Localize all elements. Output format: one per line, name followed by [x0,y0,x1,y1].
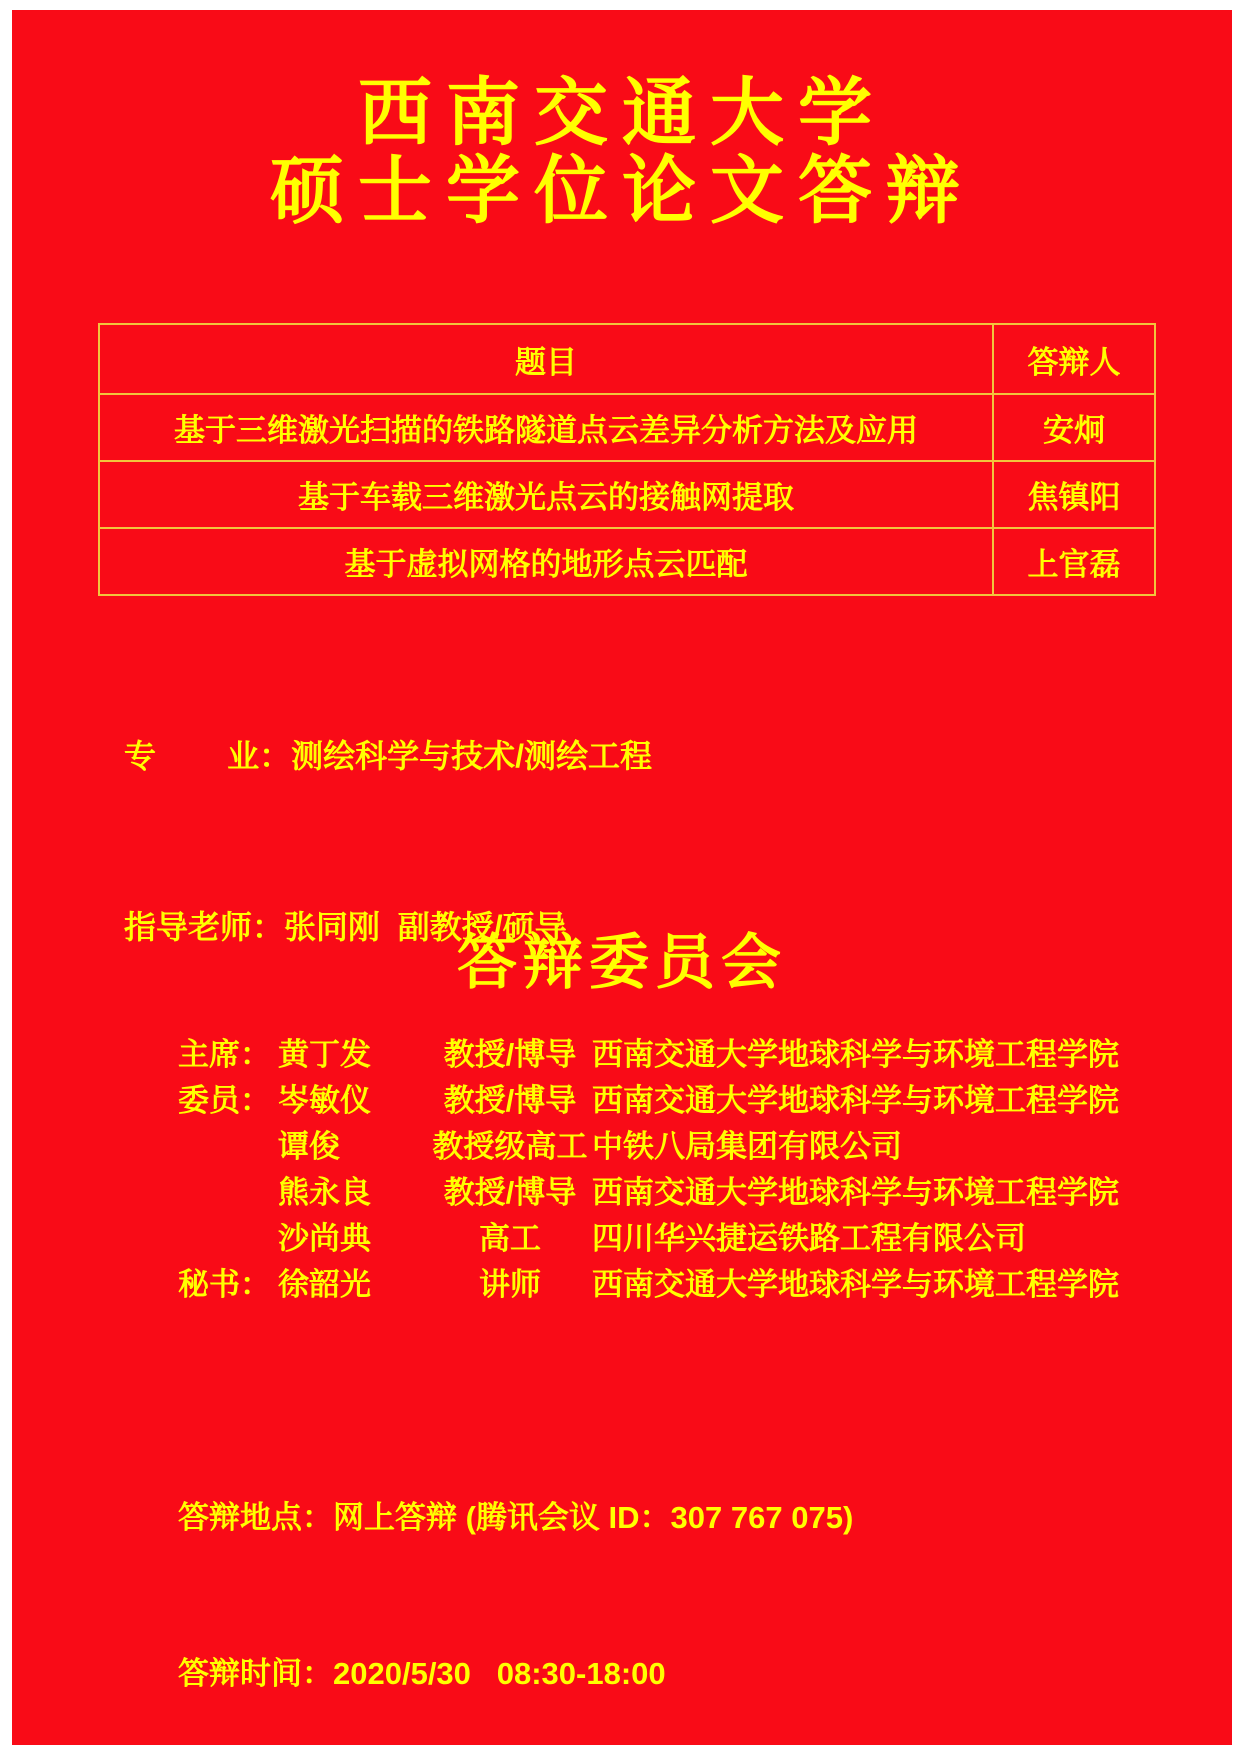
member-name: 徐韶光 [278,1266,371,1302]
member-name: 岑敏仪 [278,1082,371,1118]
defender-name: 焦镇阳 [992,462,1154,527]
defender-name: 安炯 [992,395,1154,460]
poster-title [12,71,1232,232]
committee-heading: 答辩委员会 [457,929,787,996]
member-affiliation: 西南交通大学地球科学与环境工程学院 [592,1266,1119,1302]
member-title: 教授级高工 [432,1128,588,1164]
program-info [124,614,652,1070]
defense-time-line: 答辩时间：2020/5/30 08:30-18:00 [178,1656,666,1691]
table-row [100,393,1154,460]
table-row [100,527,1154,594]
member-title: 教授/博导 [443,1174,577,1210]
poster-background [12,10,1232,1745]
thesis-table-header-row [100,325,1154,393]
major-line: 专 业：测绘科学与技术/测绘工程 [124,738,653,774]
list-item [178,1028,1192,1074]
advisor-line: 指导老师：张同刚 副教授/硕导 [124,909,567,945]
university-name: 西南交通大学 [358,71,886,154]
member-name: 谭俊 [278,1128,340,1164]
table-row [100,460,1154,527]
member-title: 讲师 [479,1266,541,1302]
member-title: 教授/博导 [443,1082,577,1118]
list-item [178,1212,1192,1258]
list-item [178,1258,1192,1304]
member-affiliation: 西南交通大学地球科学与环境工程学院 [592,1174,1119,1210]
defender-name: 上官磊 [992,529,1154,594]
thesis-title: 基于车载三维激光点云的接触网提取 [298,480,794,515]
member-role: 委员： [178,1082,271,1118]
member-name: 黄丁发 [278,1036,371,1072]
thesis-table [98,323,1156,596]
member-affiliation: 中铁八局集团有限公司 [592,1128,902,1164]
defense-location-line: 答辩地点：网上答辩 (腾讯会议 ID：307 767 075) [178,1500,854,1535]
list-item [178,1120,1192,1166]
member-title: 教授/博导 [443,1036,577,1072]
member-role: 主席： [178,1036,271,1072]
event-name: 硕士学位论文答辩 [270,149,974,232]
list-item [178,1166,1192,1212]
column-header-defender: 答辩人 [992,325,1154,393]
thesis-title: 基于三维激光扫描的铁路隧道点云差异分析方法及应用 [174,413,918,448]
thesis-title: 基于虚拟网格的地形点云匹配 [344,547,748,582]
member-affiliation: 四川华兴捷运铁路工程有限公司 [592,1220,1026,1256]
member-role: 秘书： [178,1266,271,1302]
defense-details [178,1388,853,1745]
list-item [178,1074,1192,1120]
column-header-title: 题目 [515,344,577,380]
member-affiliation: 西南交通大学地球科学与环境工程学院 [592,1036,1119,1072]
member-title: 高工 [479,1220,541,1256]
member-affiliation: 西南交通大学地球科学与环境工程学院 [592,1082,1119,1118]
member-name: 沙尚典 [278,1220,371,1256]
member-name: 熊永良 [278,1174,371,1210]
committee-list [178,1028,1192,1304]
